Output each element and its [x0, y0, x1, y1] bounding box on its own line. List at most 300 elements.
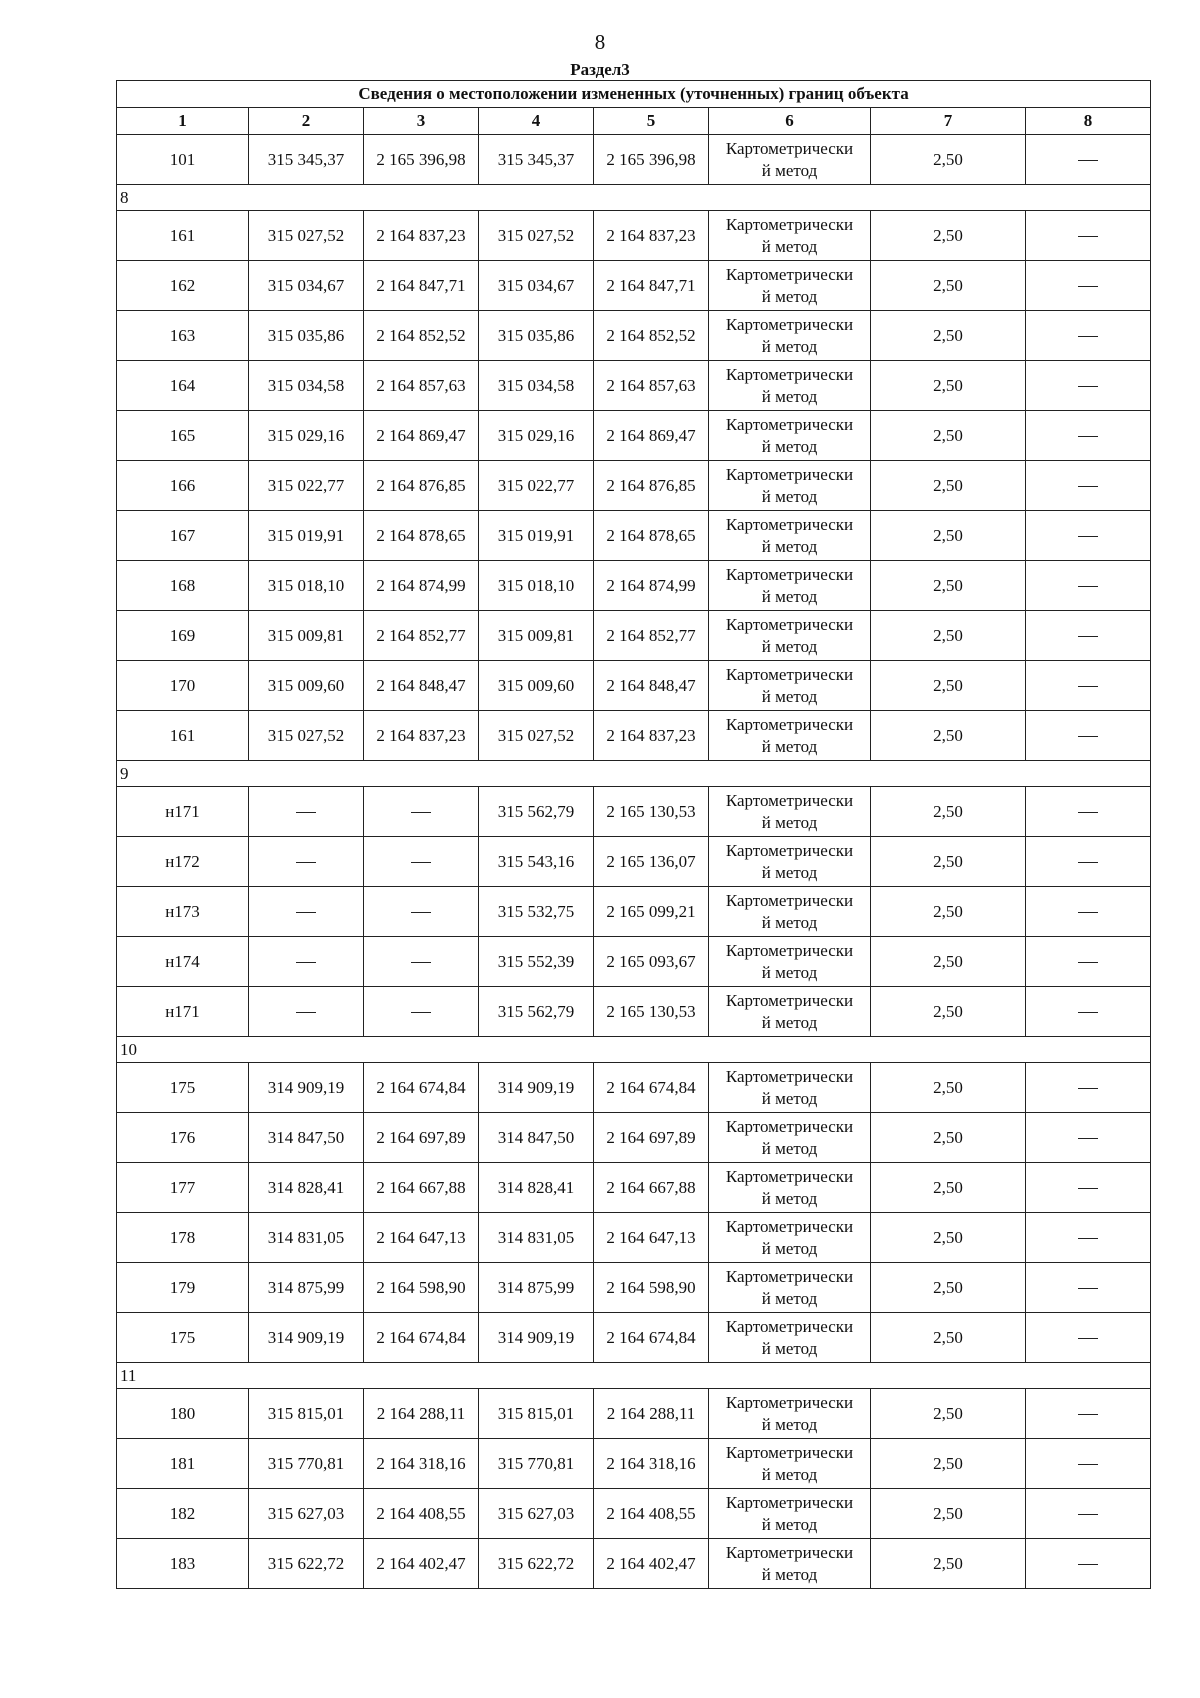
- method-cell: [709, 1389, 871, 1439]
- dash-mark: [1078, 1012, 1098, 1013]
- coordinate-cell: 2 164 857,63: [364, 361, 479, 411]
- method-line: й метод: [761, 160, 818, 180]
- dash-mark: [411, 912, 431, 913]
- method-line: Картометрически: [725, 214, 854, 234]
- method-cell: [709, 511, 871, 561]
- coordinate-cell: 314 909,19: [479, 1313, 594, 1363]
- method-line: й метод: [761, 436, 818, 456]
- method-line: Картометрически: [725, 614, 854, 634]
- coordinate-cell: 2 164 697,89: [594, 1113, 709, 1163]
- point-number-cell: н173: [117, 887, 249, 937]
- method-line: й метод: [761, 1288, 818, 1308]
- point-number-cell: 181: [117, 1439, 249, 1489]
- method-line: Картометрически: [725, 940, 854, 960]
- empty-value-cell: [1026, 261, 1151, 311]
- coordinate-cell: 314 909,19: [249, 1063, 364, 1113]
- dash-mark: [1078, 912, 1098, 913]
- method-cell: [709, 135, 871, 185]
- dash-mark: [1078, 1138, 1098, 1139]
- coordinate-cell: 315 562,79: [479, 787, 594, 837]
- coordinate-cell: 2 164 847,71: [364, 261, 479, 311]
- dash-mark: [1078, 1088, 1098, 1089]
- dash-mark: [411, 1012, 431, 1013]
- coordinate-cell: 2 164 876,85: [594, 461, 709, 511]
- table-row: [117, 661, 1151, 711]
- method-cell: [709, 311, 871, 361]
- coordinate-cell: 2 164 878,65: [364, 511, 479, 561]
- empty-value-cell: [1026, 987, 1151, 1037]
- method-line: Картометрически: [725, 314, 854, 334]
- precision-cell: 2,50: [871, 261, 1026, 311]
- coordinate-cell: 2 164 318,16: [364, 1439, 479, 1489]
- method-line: й метод: [761, 1238, 818, 1258]
- coordinate-cell: 2 164 402,47: [594, 1539, 709, 1589]
- coordinate-cell: 315 018,10: [249, 561, 364, 611]
- coordinate-cell: 2 164 667,88: [364, 1163, 479, 1213]
- coordinate-cell: 315 009,60: [479, 661, 594, 711]
- empty-value-cell: [249, 987, 364, 1037]
- dash-mark: [1078, 486, 1098, 487]
- point-number-cell: 176: [117, 1113, 249, 1163]
- precision-cell: 2,50: [871, 561, 1026, 611]
- method-line: й метод: [761, 1188, 818, 1208]
- dash-mark: [411, 862, 431, 863]
- coordinate-cell: 2 164 667,88: [594, 1163, 709, 1213]
- method-cell: [709, 461, 871, 511]
- dash-mark: [1078, 1564, 1098, 1565]
- dash-mark: [296, 912, 316, 913]
- coordinate-cell: 2 164 857,63: [594, 361, 709, 411]
- point-number-cell: 161: [117, 711, 249, 761]
- coordinate-cell: 2 164 837,23: [594, 211, 709, 261]
- coordinate-cell: 314 831,05: [249, 1213, 364, 1263]
- precision-cell: 2,50: [871, 1389, 1026, 1439]
- precision-cell: 2,50: [871, 361, 1026, 411]
- empty-value-cell: [364, 837, 479, 887]
- point-number-cell: 167: [117, 511, 249, 561]
- point-number-cell: 101: [117, 135, 249, 185]
- table-row: [117, 461, 1151, 511]
- column-header-row: [117, 108, 1151, 135]
- coordinate-cell: 314 847,50: [479, 1113, 594, 1163]
- method-line: й метод: [761, 236, 818, 256]
- precision-cell: 2,50: [871, 611, 1026, 661]
- coordinate-cell: 315 815,01: [479, 1389, 594, 1439]
- empty-value-cell: [1026, 1063, 1151, 1113]
- dash-mark: [296, 1012, 316, 1013]
- column-header: 7: [871, 108, 1026, 135]
- method-line: Картометрически: [725, 264, 854, 284]
- table-title-row: [117, 81, 1151, 108]
- point-number-cell: 165: [117, 411, 249, 461]
- empty-value-cell: [1026, 461, 1151, 511]
- method-line: й метод: [761, 536, 818, 556]
- point-number-cell: 168: [117, 561, 249, 611]
- coordinate-cell: 315 035,86: [479, 311, 594, 361]
- dash-mark: [1078, 236, 1098, 237]
- method-line: Картометрически: [725, 464, 854, 484]
- column-header: 8: [1026, 108, 1151, 135]
- table-row: [117, 561, 1151, 611]
- dash-mark: [411, 812, 431, 813]
- point-number-cell: 177: [117, 1163, 249, 1213]
- table-row: [117, 211, 1151, 261]
- empty-value-cell: [1026, 135, 1151, 185]
- table-row: [117, 1113, 1151, 1163]
- coordinate-cell: 314 875,99: [249, 1263, 364, 1313]
- point-number-cell: 180: [117, 1389, 249, 1439]
- dash-mark: [1078, 862, 1098, 863]
- table-row: [117, 1539, 1151, 1589]
- method-line: Картометрически: [725, 564, 854, 584]
- method-line: й метод: [761, 1564, 818, 1584]
- method-line: й метод: [761, 1338, 818, 1358]
- method-line: Картометрически: [725, 664, 854, 684]
- precision-cell: 2,50: [871, 1063, 1026, 1113]
- dash-mark: [1078, 812, 1098, 813]
- method-cell: [709, 1263, 871, 1313]
- coordinate-cell: 315 345,37: [479, 135, 594, 185]
- table-row: [117, 711, 1151, 761]
- point-number-cell: 175: [117, 1313, 249, 1363]
- dash-mark: [1078, 1464, 1098, 1465]
- method-cell: [709, 987, 871, 1037]
- method-line: й метод: [761, 586, 818, 606]
- coordinate-cell: 315 009,81: [249, 611, 364, 661]
- dash-mark: [1078, 1288, 1098, 1289]
- method-line: й метод: [761, 862, 818, 882]
- column-header: 6: [709, 108, 871, 135]
- method-line: Картометрически: [725, 1442, 854, 1462]
- dash-mark: [1078, 736, 1098, 737]
- table-row: [117, 1313, 1151, 1363]
- table-row: [117, 135, 1151, 185]
- coordinate-cell: 2 164 847,71: [594, 261, 709, 311]
- method-line: Картометрически: [725, 1492, 854, 1512]
- empty-value-cell: [249, 887, 364, 937]
- method-line: Картометрически: [725, 1216, 854, 1236]
- dash-mark: [296, 862, 316, 863]
- precision-cell: 2,50: [871, 511, 1026, 561]
- coordinate-cell: 2 165 130,53: [594, 787, 709, 837]
- method-line: Картометрически: [725, 414, 854, 434]
- coordinate-cell: 2 164 598,90: [594, 1263, 709, 1313]
- column-header: 3: [364, 108, 479, 135]
- precision-cell: 2,50: [871, 1113, 1026, 1163]
- empty-value-cell: [364, 987, 479, 1037]
- table-row: [117, 361, 1151, 411]
- coordinate-cell: 315 552,39: [479, 937, 594, 987]
- empty-value-cell: [1026, 1389, 1151, 1439]
- table-row: [117, 787, 1151, 837]
- coordinate-cell: 2 164 837,23: [364, 711, 479, 761]
- point-number-cell: 170: [117, 661, 249, 711]
- empty-value-cell: [249, 937, 364, 987]
- precision-cell: 2,50: [871, 787, 1026, 837]
- method-cell: [709, 411, 871, 461]
- coordinate-cell: 2 164 674,84: [364, 1063, 479, 1113]
- method-line: Картометрически: [725, 514, 854, 534]
- coordinate-cell: 315 029,16: [479, 411, 594, 461]
- contour-number: 10: [117, 1037, 1151, 1063]
- dash-mark: [1078, 286, 1098, 287]
- column-header: 2: [249, 108, 364, 135]
- coordinate-cell: 2 164 852,77: [364, 611, 479, 661]
- coordinate-cell: 2 165 099,21: [594, 887, 709, 937]
- table-row: [117, 837, 1151, 887]
- coordinate-cell: 314 847,50: [249, 1113, 364, 1163]
- method-cell: [709, 1439, 871, 1489]
- contour-group-row: [117, 185, 1151, 211]
- method-cell: [709, 561, 871, 611]
- dash-mark: [1078, 962, 1098, 963]
- coordinate-cell: 315 027,52: [479, 711, 594, 761]
- coordinate-cell: 2 164 848,47: [594, 661, 709, 711]
- precision-cell: 2,50: [871, 1213, 1026, 1263]
- table-row: [117, 1163, 1151, 1213]
- empty-value-cell: [1026, 661, 1151, 711]
- coordinate-cell: 2 164 408,55: [594, 1489, 709, 1539]
- coordinate-cell: 315 562,79: [479, 987, 594, 1037]
- method-line: Картометрически: [725, 1116, 854, 1136]
- coordinate-cell: 315 029,16: [249, 411, 364, 461]
- table-row: [117, 887, 1151, 937]
- method-line: й метод: [761, 636, 818, 656]
- coordinate-cell: 315 815,01: [249, 1389, 364, 1439]
- table-row: [117, 311, 1151, 361]
- method-cell: [709, 261, 871, 311]
- empty-value-cell: [249, 837, 364, 887]
- empty-value-cell: [249, 787, 364, 837]
- coordinate-cell: 2 164 869,47: [364, 411, 479, 461]
- coordinate-cell: 2 164 674,84: [594, 1313, 709, 1363]
- method-cell: [709, 611, 871, 661]
- coordinate-cell: 315 034,67: [479, 261, 594, 311]
- section-label: Раздел3: [570, 60, 630, 79]
- coordinate-cell: 315 770,81: [249, 1439, 364, 1489]
- point-number-cell: 169: [117, 611, 249, 661]
- method-line: Картометрически: [725, 1166, 854, 1186]
- point-number-cell: 178: [117, 1213, 249, 1263]
- coordinate-cell: 2 164 318,16: [594, 1439, 709, 1489]
- contour-number: 11: [117, 1363, 1151, 1389]
- empty-value-cell: [1026, 1163, 1151, 1213]
- column-header: 4: [479, 108, 594, 135]
- contour-group-row: [117, 1037, 1151, 1063]
- coordinate-cell: 2 164 674,84: [594, 1063, 709, 1113]
- coordinate-cell: 315 627,03: [479, 1489, 594, 1539]
- precision-cell: 2,50: [871, 711, 1026, 761]
- contour-number: 9: [117, 761, 1151, 787]
- point-number-cell: н174: [117, 937, 249, 987]
- table-row: [117, 411, 1151, 461]
- coordinate-cell: 315 532,75: [479, 887, 594, 937]
- method-line: Картометрически: [725, 1392, 854, 1412]
- method-cell: [709, 1489, 871, 1539]
- precision-cell: 2,50: [871, 837, 1026, 887]
- dash-mark: [1078, 386, 1098, 387]
- precision-cell: 2,50: [871, 1163, 1026, 1213]
- coordinate-cell: 2 165 396,98: [594, 135, 709, 185]
- dash-mark: [1078, 686, 1098, 687]
- contour-group-row: [117, 1363, 1151, 1389]
- precision-cell: 2,50: [871, 311, 1026, 361]
- point-number-cell: 166: [117, 461, 249, 511]
- method-line: й метод: [761, 1464, 818, 1484]
- empty-value-cell: [364, 787, 479, 837]
- method-line: й метод: [761, 1012, 818, 1032]
- method-line: Картометрически: [725, 364, 854, 384]
- method-cell: [709, 211, 871, 261]
- table-row: [117, 1063, 1151, 1113]
- empty-value-cell: [1026, 711, 1151, 761]
- coordinate-cell: 315 034,58: [249, 361, 364, 411]
- coordinate-cell: 314 909,19: [249, 1313, 364, 1363]
- method-cell: [709, 711, 871, 761]
- method-cell: [709, 787, 871, 837]
- precision-cell: 2,50: [871, 211, 1026, 261]
- coordinate-cell: 314 875,99: [479, 1263, 594, 1313]
- empty-value-cell: [1026, 1313, 1151, 1363]
- table-row: [117, 937, 1151, 987]
- method-line: Картометрически: [725, 840, 854, 860]
- method-line: й метод: [761, 336, 818, 356]
- coordinate-cell: 315 019,91: [479, 511, 594, 561]
- coordinate-cell: 314 909,19: [479, 1063, 594, 1113]
- dash-mark: [1078, 1238, 1098, 1239]
- point-number-cell: н171: [117, 787, 249, 837]
- method-cell: [709, 1163, 871, 1213]
- method-line: й метод: [761, 962, 818, 982]
- empty-value-cell: [364, 937, 479, 987]
- dash-mark: [1078, 586, 1098, 587]
- precision-cell: 2,50: [871, 987, 1026, 1037]
- dash-mark: [411, 962, 431, 963]
- dash-mark: [1078, 536, 1098, 537]
- coordinate-cell: 2 164 647,13: [594, 1213, 709, 1263]
- coordinate-cell: 2 164 408,55: [364, 1489, 479, 1539]
- method-line: Картометрически: [725, 138, 854, 158]
- coordinate-cell: 315 622,72: [249, 1539, 364, 1589]
- method-line: й метод: [761, 486, 818, 506]
- point-number-cell: 179: [117, 1263, 249, 1313]
- coordinate-cell: 315 034,67: [249, 261, 364, 311]
- method-line: Картометрически: [725, 1542, 854, 1562]
- empty-value-cell: [1026, 937, 1151, 987]
- coordinate-cell: 2 164 697,89: [364, 1113, 479, 1163]
- page-number: 8: [594, 30, 606, 54]
- precision-cell: 2,50: [871, 937, 1026, 987]
- empty-value-cell: [1026, 887, 1151, 937]
- method-line: й метод: [761, 1514, 818, 1534]
- coordinate-cell: 315 027,52: [249, 711, 364, 761]
- coordinate-cell: 2 164 852,52: [594, 311, 709, 361]
- precision-cell: 2,50: [871, 1439, 1026, 1489]
- empty-value-cell: [1026, 1489, 1151, 1539]
- coordinate-cell: 315 627,03: [249, 1489, 364, 1539]
- coordinate-cell: 315 770,81: [479, 1439, 594, 1489]
- dash-mark: [1078, 1514, 1098, 1515]
- method-line: Картометрически: [725, 1316, 854, 1336]
- precision-cell: 2,50: [871, 1539, 1026, 1589]
- empty-value-cell: [1026, 511, 1151, 561]
- table-row: [117, 261, 1151, 311]
- empty-value-cell: [1026, 1539, 1151, 1589]
- coordinate-cell: 2 164 852,52: [364, 311, 479, 361]
- empty-value-cell: [1026, 361, 1151, 411]
- point-number-cell: н171: [117, 987, 249, 1037]
- dash-mark: [296, 812, 316, 813]
- table-row: [117, 1489, 1151, 1539]
- column-header: 5: [594, 108, 709, 135]
- contour-number: 8: [117, 185, 1151, 211]
- table-row: [117, 511, 1151, 561]
- coordinate-cell: 315 622,72: [479, 1539, 594, 1589]
- coordinate-cell: 2 164 837,23: [364, 211, 479, 261]
- coordinate-cell: 2 164 876,85: [364, 461, 479, 511]
- method-cell: [709, 361, 871, 411]
- method-cell: [709, 887, 871, 937]
- method-cell: [709, 937, 871, 987]
- method-cell: [709, 1539, 871, 1589]
- dash-mark: [296, 962, 316, 963]
- coordinate-cell: 314 828,41: [479, 1163, 594, 1213]
- method-line: й метод: [761, 1138, 818, 1158]
- precision-cell: 2,50: [871, 135, 1026, 185]
- point-number-cell: 163: [117, 311, 249, 361]
- coordinate-cell: 2 164 874,99: [364, 561, 479, 611]
- empty-value-cell: [1026, 837, 1151, 887]
- coordinate-cell: 2 164 288,11: [594, 1389, 709, 1439]
- coordinate-cell: 2 165 093,67: [594, 937, 709, 987]
- method-line: Картометрически: [725, 790, 854, 810]
- table-row: [117, 1263, 1151, 1313]
- coordinate-cell: 2 164 878,65: [594, 511, 709, 561]
- empty-value-cell: [1026, 211, 1151, 261]
- method-cell: [709, 1063, 871, 1113]
- table-row: [117, 1389, 1151, 1439]
- method-cell: [709, 661, 871, 711]
- method-line: Картометрически: [725, 990, 854, 1010]
- contour-group-row: [117, 761, 1151, 787]
- empty-value-cell: [1026, 611, 1151, 661]
- table-row: [117, 611, 1151, 661]
- empty-value-cell: [1026, 1113, 1151, 1163]
- coordinate-cell: 2 165 136,07: [594, 837, 709, 887]
- precision-cell: 2,50: [871, 661, 1026, 711]
- coordinate-cell: 315 027,52: [479, 211, 594, 261]
- coordinate-cell: 2 164 674,84: [364, 1313, 479, 1363]
- empty-value-cell: [1026, 1439, 1151, 1489]
- coordinate-cell: 314 831,05: [479, 1213, 594, 1263]
- method-line: й метод: [761, 736, 818, 756]
- coordinate-cell: 2 164 598,90: [364, 1263, 479, 1313]
- coordinate-cell: 314 828,41: [249, 1163, 364, 1213]
- coordinate-cell: 315 018,10: [479, 561, 594, 611]
- column-header: 1: [117, 108, 249, 135]
- coordinate-cell: 315 009,60: [249, 661, 364, 711]
- precision-cell: 2,50: [871, 461, 1026, 511]
- coordinate-cell: 315 009,81: [479, 611, 594, 661]
- method-line: й метод: [761, 1088, 818, 1108]
- method-cell: [709, 1113, 871, 1163]
- empty-value-cell: [1026, 311, 1151, 361]
- precision-cell: 2,50: [871, 887, 1026, 937]
- dash-mark: [1078, 436, 1098, 437]
- coordinate-cell: 315 035,86: [249, 311, 364, 361]
- dash-mark: [1078, 160, 1098, 161]
- empty-value-cell: [1026, 1263, 1151, 1313]
